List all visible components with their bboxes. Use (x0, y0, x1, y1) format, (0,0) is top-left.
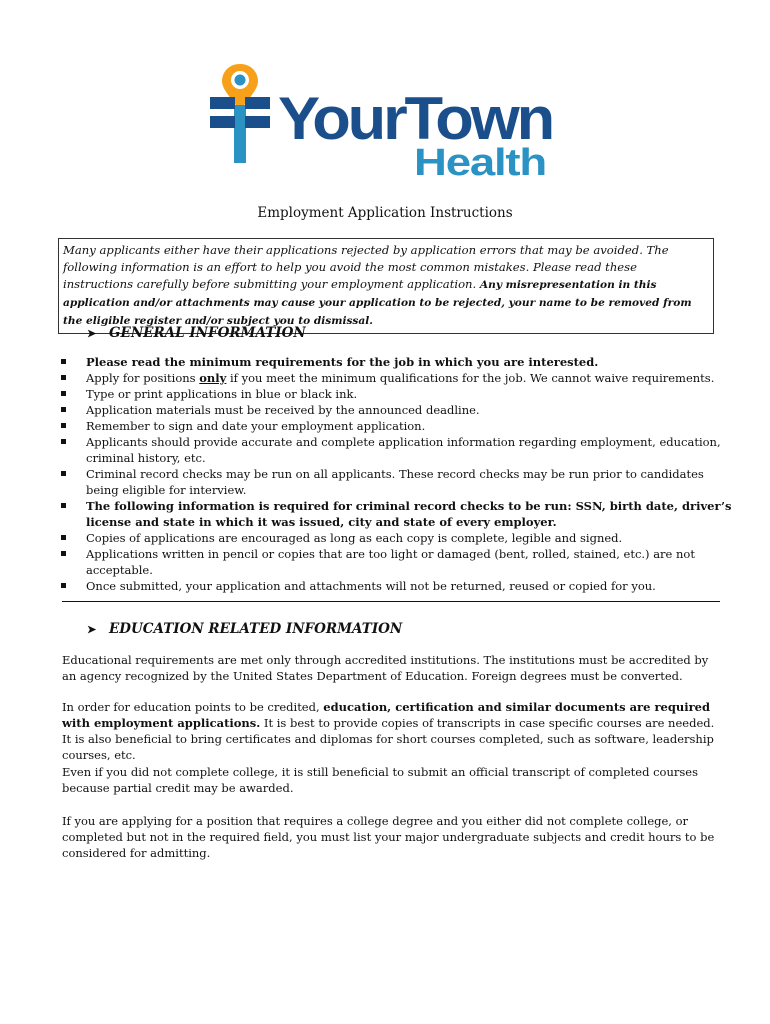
square-bullet-icon (61, 551, 66, 556)
education-paragraph-1: Educational requirements are met only through accredited institutions. The institutions must be accredited by an agency recognized by the United States Department of Education. Foreign degrees must be converted. (62, 653, 709, 683)
list-item: The following information is required for criminal record checks to be run: SSN, birth date, driver’s license and state in which it was issued, city and state of every employer. (58, 498, 738, 530)
list-item: Apply for positions only if you meet the minimum qualifications for the job. We cannot waive requirements. (58, 370, 738, 386)
list-item: Remember to sign and date your employment application. (58, 418, 738, 434)
section-divider (62, 601, 720, 602)
list-item: Please read the minimum requirements for the job in which you are interested. (58, 354, 738, 370)
arrow-bullet-icon: ➤ (87, 623, 97, 636)
list-item: Copies of applications are encouraged as long as each copy is complete, legible and signed. (58, 530, 738, 546)
general-info-heading (87, 325, 306, 341)
intro-warning: Any misrepresentation in this application and/or attachments may cause your application to be rejected, your name to be removed from the eligible register and/or subject you to dismissal. (63, 279, 692, 327)
list-item: Applicants should provide accurate and complete application information regarding employment, education, criminal history, etc. (58, 434, 738, 466)
document-title: Employment Application Instructions (257, 205, 513, 221)
square-bullet-icon (61, 375, 66, 380)
square-bullet-icon (61, 535, 66, 540)
education-paragraph-2: In order for education points to be credited, education, certification and similar documents are required with employment applications. It is best to provide copies of transcripts in case specific courses are needed. It is also beneficial to bring certificates and diplomas for short courses completed, such as software, leadership courses, etc. (62, 700, 715, 762)
list-item: Criminal record checks may be run on all applicants. These record checks may be run prior to candidates being eligible for interview. (58, 466, 738, 498)
intro-notice-box (58, 238, 714, 334)
education-paragraph-3: Even if you did not complete college, it is still beneficial to submit an official transcript of completed courses because partial credit may be awarded. (62, 765, 698, 795)
square-bullet-icon (61, 423, 66, 428)
education-heading-text: EDUCATION RELATED INFORMATION (109, 621, 403, 637)
list-item: Once submitted, your application and attachments will not be returned, reused or copied for you. (58, 578, 738, 594)
education-paragraph-4: If you are applying for a position that requires a college degree and you either did not complete college, or completed but not in the required field, you must list your major undergraduate subjects and credit hours to be considered for admitting. (62, 814, 715, 860)
list-item: Applications written in pencil or copies that are too light or damaged (bent, rolled, stained, etc.) are not acceptable. (58, 546, 738, 578)
square-bullet-icon (61, 439, 66, 444)
brand-name-line1: YourTown (278, 85, 552, 152)
square-bullet-icon (61, 471, 66, 476)
list-item: Type or print applications in blue or black ink. (58, 386, 738, 402)
square-bullet-icon (61, 391, 66, 396)
arrow-bullet-icon: ➤ (87, 327, 97, 340)
square-bullet-icon (61, 359, 66, 364)
list-item: Application materials must be received by the announced deadline. (58, 402, 738, 418)
intro-text: Many applicants either have their applications rejected by application errors that may be avoided. The following information is an effort to help you avoid the most common mistakes. Please read these instructions carefully before submitting your employment application. (63, 243, 669, 291)
general-info-list (58, 354, 738, 594)
square-bullet-icon (61, 407, 66, 412)
general-info-heading-text: GENERAL INFORMATION (109, 325, 306, 341)
education-heading (87, 621, 402, 637)
square-bullet-icon (61, 583, 66, 588)
square-bullet-icon (61, 503, 66, 508)
health-cross-icon (210, 97, 270, 163)
brand-name-line2: Health (414, 142, 546, 180)
yourtown-health-logo (206, 62, 566, 180)
